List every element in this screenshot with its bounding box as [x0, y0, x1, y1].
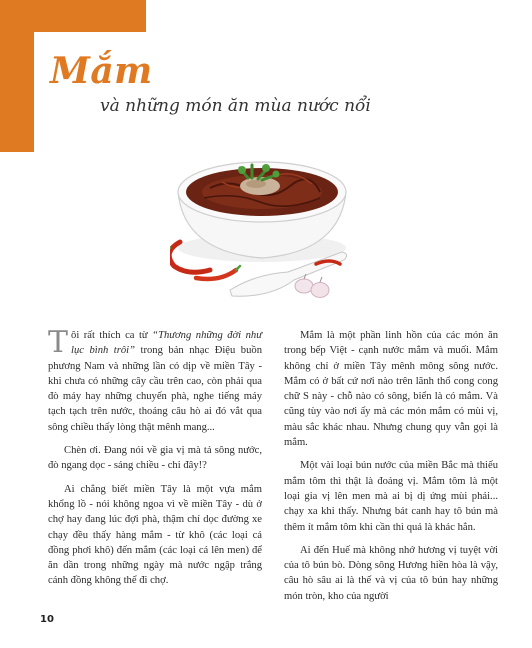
left-text-column	[48, 325, 262, 597]
paragraph	[48, 325, 262, 435]
page-title: Mắm	[50, 50, 153, 92]
paragraph: Chèn ơi. Đang nói về gia vị mà tả sông nước, đò ngang dọc - sáng chiều - chi đây!?	[48, 445, 262, 472]
paragraph: Ai chẳng biết miền Tây là một vựa mắm khổng lồ - nói không ngoa vì về miền Tây - dù ở chợ hay đang lúc đợi phà, thậm chí dọc đường xe chạy đều thấy hàng mắm - từ khô (các loại cá đồng phơi khô) đến mắm (các loại cá lên men) để ăn dần trong những ngày mà nước ngập trắng cánh đồng không thể đi chợ.	[48, 483, 262, 587]
paragraph: Một vài loại bún nước của miền Bắc mà thiếu mắm tôm thì thật là đoảng vị. Mắm tôm là một loại gia vị lên men mà ai bị dị ứng mùi phải... chạy xa khi thấy. Nhưng bát canh hay tô bún mà thêm ít mắm tôm khi cần thì quả là khác hẳn.	[284, 460, 498, 533]
page-number: 10	[40, 614, 54, 625]
paragraph-text: ôi rất thích ca từ	[71, 330, 153, 341]
paragraph: Ai đến Huế mà không nhớ hương vị tuyệt vời của tô bún bò. Dòng sông Hương hiền hòa là vậy, câu hò sâu ai là thế và vị của tô bún hay những món tròn, kho của người	[284, 544, 498, 602]
song-quote: “Thương những đời như lục bình trôi”	[71, 330, 262, 357]
bowl-of-mam-with-chili-garlic-spoon-icon	[170, 148, 360, 308]
page-subtitle: và những món ăn mùa nước nổi	[100, 96, 371, 116]
mam-bowl-illustration	[170, 148, 360, 308]
drop-cap: T	[48, 325, 69, 360]
decorative-orange-bar-side	[0, 0, 34, 152]
paragraph-text: trong bản nhạc Điệu buồn phương Nam và những lần có dịp về miền Tây - khi chưa có những cây cầu trên cao, còn phải qua đò máy hay những chuyến phà, nghe tiếng máy tạch tạch trên nước, thoảng câu hò ai đó vắt qua sông chiều thấy lòng thật mênh mang...	[48, 345, 262, 433]
right-text-column	[284, 328, 498, 612]
paragraph: Mắm là một phần linh hồn của các món ăn trong bếp Việt - cạnh nước mắm và muối. Mắm không chỉ ở miền Tây mênh mông sông nước. Mắm có ở bất cứ nơi nào trên lãnh thổ cong cong chữ S này - chỗ nào có sông, biển là có mắm. Và cũng tùy vào nơi ấy mà các món mắm có mùi vị, màu sắc khác nhau. Nhưng chung quy vẫn gọi là mắm.	[284, 330, 498, 449]
